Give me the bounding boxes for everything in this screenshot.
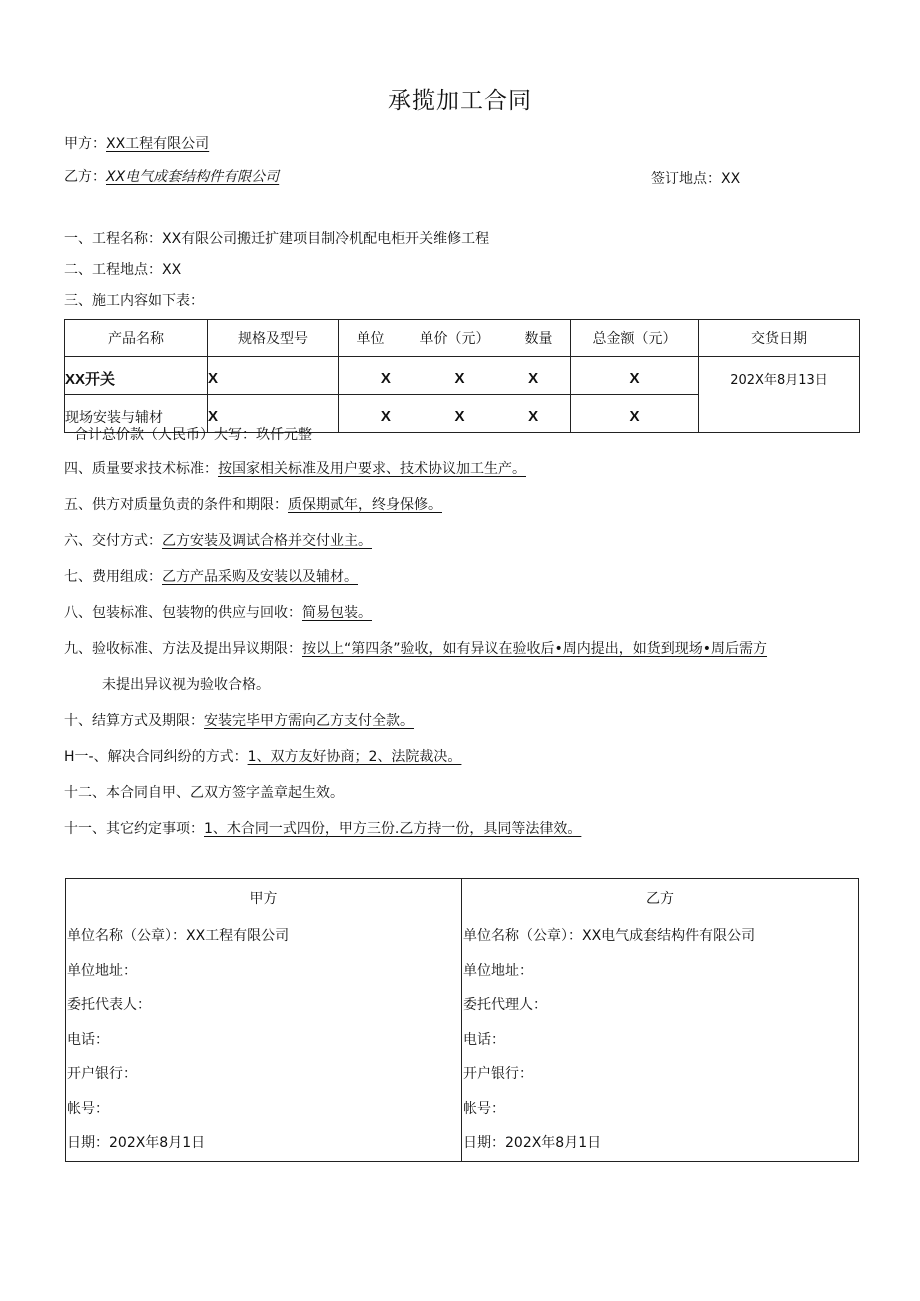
header-unit-price-qty	[339, 320, 571, 357]
section-project-name: 一、工程名称：XX有限公司搬迁扩建项目制冷机配电柜开关维修工程	[64, 231, 490, 247]
clause-effective: 十二、本合同自甲、乙双方签字盖章起生效。	[64, 785, 344, 801]
party-a-account: 帐号：	[67, 1100, 109, 1117]
row-unit: X	[380, 408, 391, 425]
sign-place: 签订地点：XX	[651, 171, 741, 187]
party-a-date: 日期：202X年8月1日	[67, 1135, 206, 1151]
delivery-date: 202X年8月13日	[699, 357, 860, 433]
header-spec: 规格及型号	[208, 320, 339, 357]
clause-quality: 四、质量要求技术标准：按国家相关标准及用户要求、技术协议加工生产。	[64, 461, 526, 477]
header-qty: 数量	[524, 331, 553, 347]
party-b-value: XX电气成套结构件有限公司	[106, 169, 280, 185]
section-work-content: 三、施工内容如下表：	[64, 293, 204, 309]
clause-disputes: H一-、解决合同纠纷的方式：1、双方友好协商；2、法院裁决。	[64, 749, 462, 765]
clause-costs: 七、费用组成：乙方产品采购及安装以及辅材。	[64, 569, 358, 585]
row-spec: X	[208, 395, 339, 433]
party-b-label: 乙方：	[64, 169, 106, 185]
items-header-row	[65, 320, 860, 357]
party-a-column	[66, 879, 462, 1162]
party-a-address: 单位地址：	[67, 962, 137, 979]
row-product: XX开关	[65, 357, 208, 395]
header-product: 产品名称	[65, 320, 208, 357]
clause-packaging: 八、包装标准、包装物的供应与回收：简易包装。	[64, 605, 372, 621]
signature-table	[65, 878, 859, 1162]
clause-acceptance: 九、验收标准、方法及提出异议期限：按以上“第四条”验收，如有异议在验收后•周内提出，如货到现场•周后需方	[64, 641, 768, 657]
contract-title: 承揽加工合同	[388, 88, 532, 114]
party-a-company: 单位名称（公章）：XX工程有限公司	[67, 928, 290, 944]
table-row	[65, 357, 860, 395]
party-a-phone: 电话：	[67, 1031, 109, 1048]
row-spec: X	[208, 357, 339, 395]
party-b-date: 日期：202X年8月1日	[463, 1135, 602, 1151]
header-price: 单价（元）	[419, 331, 490, 347]
header-unit: 单位	[356, 331, 385, 347]
party-b-line	[64, 166, 279, 186]
row-unit-price-qty	[339, 357, 571, 395]
party-b-account: 帐号：	[463, 1100, 505, 1117]
party-b-column	[462, 879, 859, 1162]
clause-delivery: 六、交付方式：乙方安装及调试合格并交付业主。	[64, 533, 372, 549]
party-b-header: 乙方	[646, 891, 674, 907]
party-b-phone: 电话：	[463, 1031, 505, 1048]
party-a-label: 甲方：	[64, 136, 106, 152]
row-total: X	[571, 357, 699, 395]
clause-other: 十一、其它约定事项：1、木合同一式四份，甲方三份.乙方持一份，具同等法律效。	[64, 821, 582, 837]
party-a-header: 甲方	[249, 891, 278, 907]
party-b-agent: 委托代理人：	[463, 997, 547, 1013]
row-price: X	[454, 370, 465, 387]
total-price-line: 合计总价款（人民币）大写：玖仟元整	[74, 427, 312, 443]
section-project-site: 二、工程地点：XX	[64, 262, 182, 278]
row-price: X	[454, 408, 465, 425]
header-delivery: 交货日期	[699, 320, 860, 357]
row-unit: X	[380, 370, 391, 387]
party-a-representative: 委托代表人：	[67, 997, 151, 1013]
clause-settlement: 十、结算方式及期限：安装完毕甲方需向乙方支付全款。	[64, 713, 414, 729]
row-unit-price-qty	[339, 395, 571, 433]
row-qty: X	[528, 408, 539, 425]
row-qty: X	[528, 370, 539, 387]
clause-warranty: 五、供方对质量负责的条件和期限：质保期贰年，终身保修。	[64, 497, 442, 513]
party-a-bank: 开户银行：	[67, 1066, 137, 1082]
items-table	[64, 319, 860, 433]
party-b-bank: 开户银行：	[463, 1066, 533, 1082]
party-b-company: 单位名称（公章）：XX电气成套结构件有限公司	[463, 928, 756, 944]
header-total: 总金额（元）	[571, 320, 699, 357]
row-total: X	[571, 395, 699, 433]
row-product: 现场安装与辅材	[65, 395, 208, 433]
party-a-line	[64, 133, 209, 153]
party-b-address: 单位地址：	[463, 962, 533, 979]
party-a-value: XX工程有限公司	[106, 136, 210, 152]
clause-acceptance-cont: 未提出异议视为验收合格。	[102, 677, 270, 693]
